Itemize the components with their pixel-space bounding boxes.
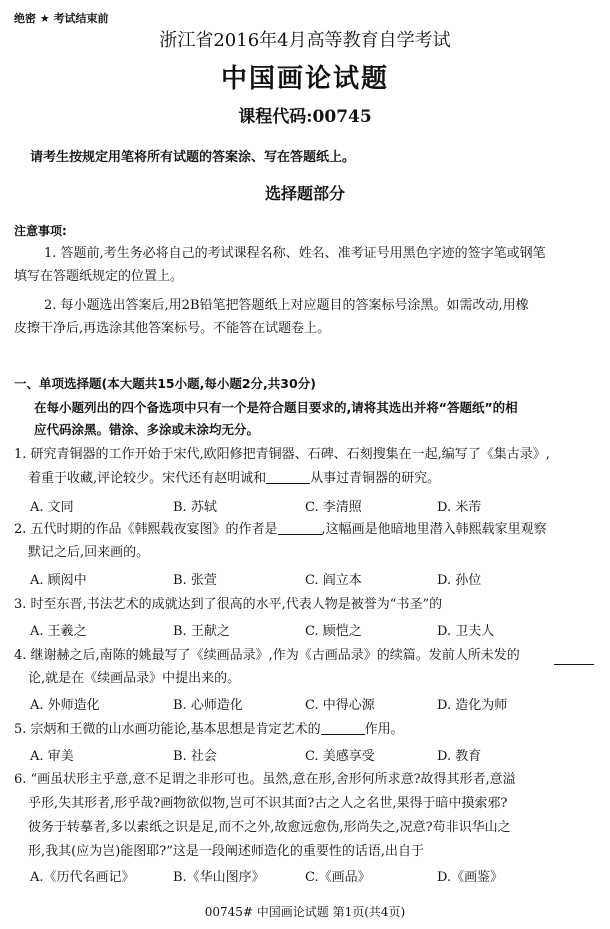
q6-option-a: A.《历代名画记》 bbox=[30, 870, 135, 885]
note-2-line-1: 2. 每小题选出答案后,用2B铅笔把答题纸上对应题目的答案标号涂黑。如需改动,用橡 bbox=[44, 298, 529, 313]
q1-line-2-a: 着重于收藏,评论较少。宋代还有赵明诚和 bbox=[28, 471, 267, 486]
q1-option-a: A. 文同 bbox=[30, 500, 74, 515]
q5-line-1-b: 作用。 bbox=[364, 722, 404, 737]
q4-option-b: B. 心师造化 bbox=[173, 698, 243, 713]
page-title: 中国画论试题 bbox=[220, 64, 389, 94]
q5-line-1-a: 5. 宗炳和王微的山水画功能论,基本思想是肯定艺术的 bbox=[14, 722, 321, 737]
part1-heading: 一、单项选择题(本大题共15小题,每小题2分,共30分) bbox=[14, 376, 316, 391]
q2-option-c: C. 阎立本 bbox=[305, 573, 362, 588]
q3-option-b: B. 王献之 bbox=[173, 624, 230, 639]
q2-line-1-b: ,这幅画是他暗地里潜入韩熙载家里观察 bbox=[321, 522, 547, 537]
note-2-line-2: 皮擦干净后,再选涂其他答案标号。不能答在试题卷上。 bbox=[14, 321, 331, 336]
notes-heading: 注意事项: bbox=[14, 224, 67, 238]
part1-instruction-line-1: 在每小题列出的四个备选项中只有一个是符合题目要求的,请将其选出并将“答题纸”的相 bbox=[34, 400, 518, 415]
q1-option-d: D. 米芾 bbox=[437, 500, 482, 515]
course-code: 课程代码:00745 bbox=[238, 107, 372, 127]
q5-blank bbox=[321, 720, 365, 735]
q5-option-a: A. 审美 bbox=[30, 749, 74, 764]
section-title: 选择题部分 bbox=[264, 184, 345, 203]
q3-option-a: A. 王羲之 bbox=[30, 624, 87, 639]
q6-option-d: D.《画鉴》 bbox=[437, 870, 504, 885]
q1-line-1: 1. 研究青铜器的工作开始于宋代,欧阳修把青铜器、石碑、石刻搜集在一起,编写了《集古录》, bbox=[14, 447, 550, 462]
q4-line-2: 论,就是在《续画品录》中提出来的。 bbox=[28, 671, 241, 686]
q2-blank bbox=[278, 520, 322, 535]
q2-option-a: A. 顾闳中 bbox=[30, 573, 87, 588]
part1-instruction-line-2: 应代码涂黑。错涂、多涂或未涂均无分。 bbox=[34, 422, 260, 437]
q6-line-3: 彼务于转摹者,多以素纸之识是足,而不之外,故愈远愈伪,形尚失之,况意?苟非识华山之 bbox=[28, 820, 511, 835]
q3-option-d: D. 卫夫人 bbox=[437, 624, 495, 639]
q4-option-c: C. 中得心源 bbox=[305, 698, 375, 713]
q2-line-2: 默记之后,回来画的。 bbox=[28, 545, 150, 560]
page-footer: 00745# 中国画论试题 第1页(共4页) bbox=[204, 905, 406, 919]
q6-option-b: B.《华山图序》 bbox=[173, 870, 265, 885]
q4-line-1: 4. 继谢赫之后,南陈的姚最写了《续画品录》,作为《古画品录》的续篇。发前人所未发的 bbox=[14, 648, 520, 663]
q6-line-4: 形,我其(应为岂)能图耶?”这是一段阐述师造化的重要性的话语,出自于 bbox=[28, 844, 425, 859]
q1-line-2 bbox=[28, 468, 590, 490]
q1-option-b: B. 苏轼 bbox=[173, 500, 217, 515]
q4-blank bbox=[554, 650, 594, 665]
q2-option-b: B. 张萱 bbox=[173, 573, 217, 588]
q5-option-d: D. 教育 bbox=[437, 749, 482, 764]
exam-line: 浙江省2016年4月高等教育自学考试 bbox=[159, 30, 451, 51]
secret-mark: 绝密 ★ 考试结束前 bbox=[14, 12, 109, 25]
q5-line-1 bbox=[14, 719, 590, 741]
q5-option-c: C. 美感享受 bbox=[305, 749, 375, 764]
q3-line-1: 3. 时至东晋,书法艺术的成就达到了很高的水平,代表人物是被誉为“书圣”的 bbox=[14, 597, 443, 612]
q1-option-c: C. 李清照 bbox=[305, 500, 362, 515]
q6-option-c: C.《画品》 bbox=[305, 870, 371, 885]
q2-line-1-a: 2. 五代时期的作品《韩熙载夜宴图》的作者是 bbox=[14, 522, 278, 537]
q3-option-c: C. 顾恺之 bbox=[305, 624, 362, 639]
q4-option-d: D. 造化为师 bbox=[437, 698, 508, 713]
q1-line-2-b: 从事过青铜器的研究。 bbox=[310, 471, 441, 486]
answer-instruction: 请考生按规定用笔将所有试题的答案涂、写在答题纸上。 bbox=[30, 150, 356, 165]
note-1-line-2: 填写在答题纸规定的位置上。 bbox=[14, 269, 184, 284]
q6-line-2: 乎形,失其形者,形乎哉?画物欲似物,岂可不识其面?古之人之名世,果得于暗中摸索邪? bbox=[28, 796, 508, 811]
q6-line-1: 6. “画虽状形主乎意,意不足谓之非形可也。虽然,意在形,舍形何所求意?故得其形者,意溢 bbox=[14, 772, 516, 787]
q1-blank bbox=[266, 469, 310, 484]
q2-option-d: D. 孙位 bbox=[437, 573, 482, 588]
note-1-line-1: 1. 答题前,考生务必将自己的考试课程名称、姓名、准考证号用黑色字迹的签字笔或钢笔 bbox=[44, 246, 546, 261]
q4-option-a: A. 外师造化 bbox=[30, 698, 100, 713]
q5-option-b: B. 社会 bbox=[173, 749, 217, 764]
q2-line-1 bbox=[14, 519, 590, 541]
